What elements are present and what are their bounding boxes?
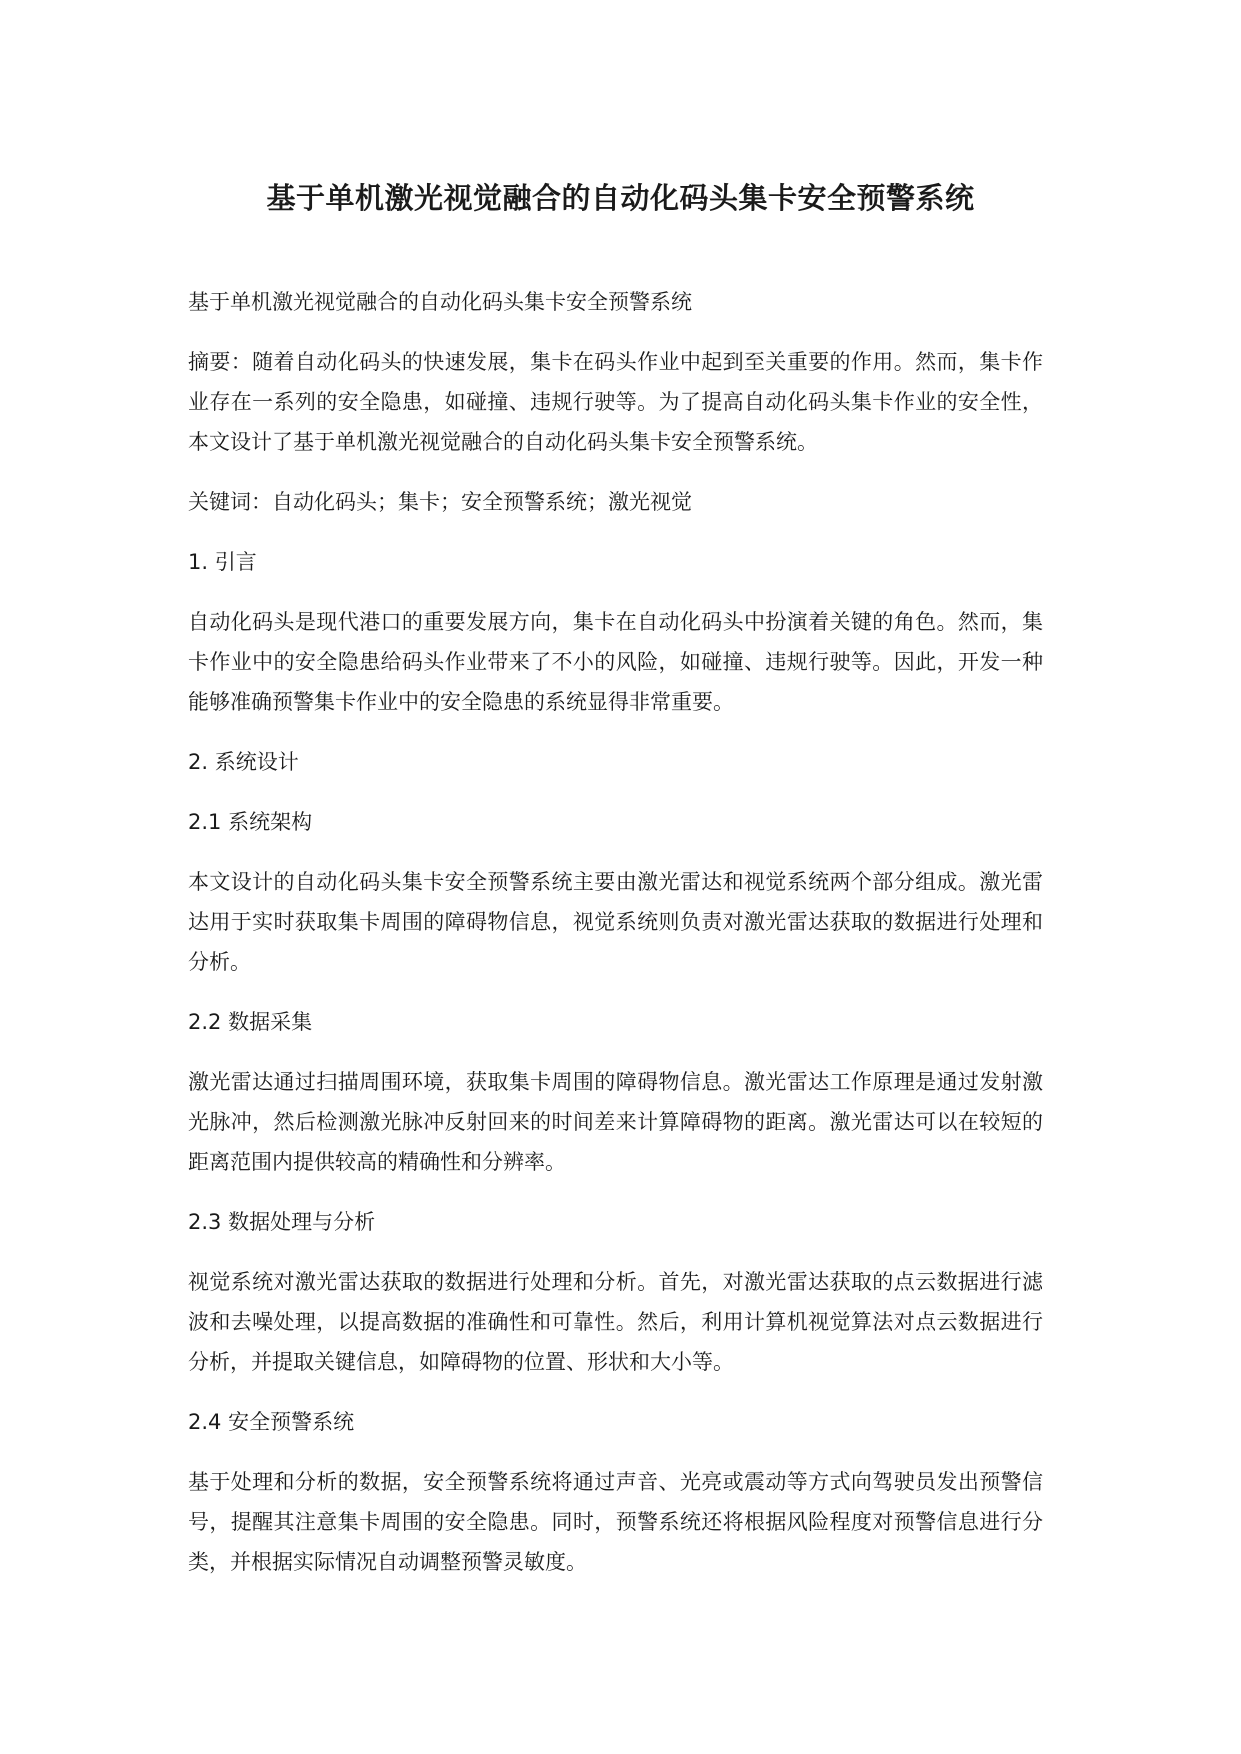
section-heading-data-collection: 2.2 数据采集	[188, 1010, 313, 1034]
section-text-data-collection: 激光雷达通过扫描周围环境，获取集卡周围的障碍物信息。激光雷达工作原理是通过发射激光脉冲，然后检测激光脉冲反射回来的时间差来计算障碍物的距离。激光雷达可以在较短的距离范围内提供较高的精确性和分辨率。	[188, 1070, 1043, 1174]
section-text-data-processing: 视觉系统对激光雷达获取的数据进行处理和分析。首先，对激光雷达获取的点云数据进行滤波和去噪处理，以提高数据的准确性和可靠性。然后，利用计算机视觉算法对点云数据进行分析，并提取关键信息，如障碍物的位置、形状和大小等。	[188, 1270, 1043, 1374]
section-text-architecture: 本文设计的自动化码头集卡安全预警系统主要由激光雷达和视觉系统两个部分组成。激光雷达用于实时获取集卡周围的障碍物信息，视觉系统则负责对激光雷达获取的数据进行处理和分析。	[188, 870, 1043, 974]
document-body	[188, 282, 1043, 1602]
document-subtitle: 基于单机激光视觉融合的自动化码头集卡安全预警系统	[188, 290, 692, 314]
keywords-paragraph: 关键词：自动化码头；集卡；安全预警系统；激光视觉	[188, 490, 692, 514]
section-heading-warning-system: 2.4 安全预警系统	[188, 1410, 355, 1434]
document-title: 基于单机激光视觉融合的自动化码头集卡安全预警系统	[266, 181, 975, 215]
section-heading-system-design: 2. 系统设计	[188, 750, 299, 774]
section-heading-data-processing: 2.3 数据处理与分析	[188, 1210, 376, 1234]
section-text-introduction: 自动化码头是现代港口的重要发展方向，集卡在自动化码头中扮演着关键的角色。然而，集卡作业中的安全隐患给码头作业带来了不小的风险，如碰撞、违规行驶等。因此，开发一种能够准确预警集卡作业中的安全隐患的系统显得非常重要。	[188, 610, 1043, 714]
section-heading-introduction: 1. 引言	[188, 550, 257, 574]
abstract-paragraph: 摘要：随着自动化码头的快速发展，集卡在码头作业中起到至关重要的作用。然而，集卡作业存在一系列的安全隐患，如碰撞、违规行驶等。为了提高自动化码头集卡作业的安全性，本文设计了基于单机激光视觉融合的自动化码头集卡安全预警系统。	[188, 350, 1043, 454]
section-heading-architecture: 2.1 系统架构	[188, 810, 313, 834]
section-text-warning-system: 基于处理和分析的数据，安全预警系统将通过声音、光亮或震动等方式向驾驶员发出预警信号，提醒其注意集卡周围的安全隐患。同时，预警系统还将根据风险程度对预警信息进行分类，并根据实际情况自动调整预警灵敏度。	[188, 1470, 1043, 1574]
